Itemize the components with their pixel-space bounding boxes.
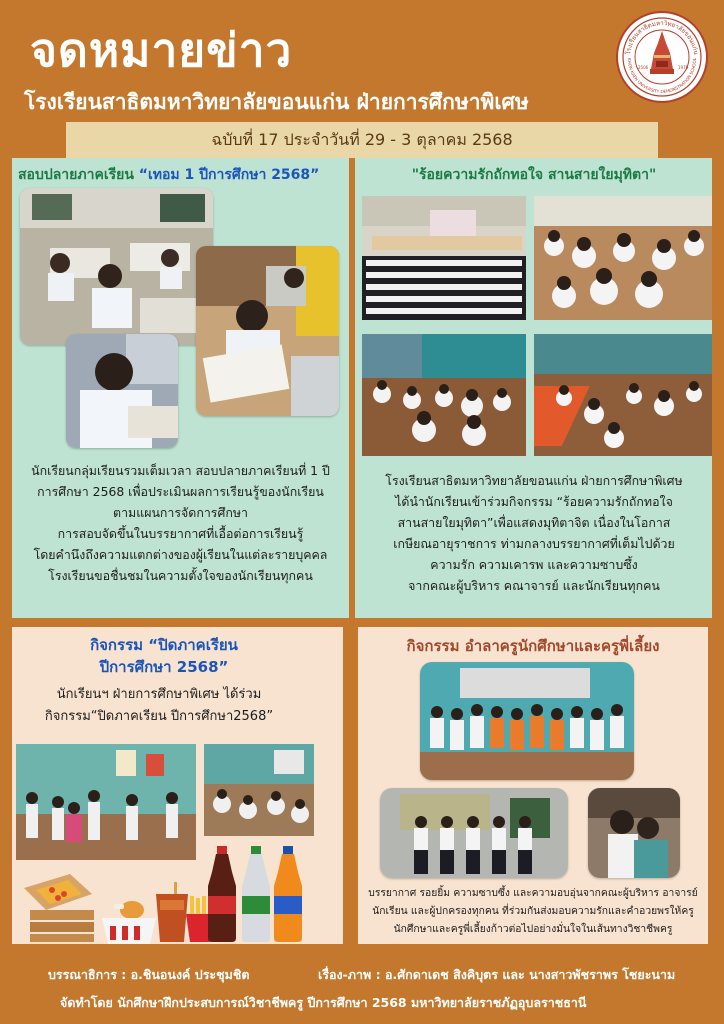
farewell-photo-group <box>420 662 634 780</box>
logo-text-top: โรงเรียนสาธิตมหาวิทยาลัยขอนแก่น <box>625 19 699 56</box>
exam-photo-student-writing <box>196 246 339 416</box>
exam-heading <box>18 164 319 186</box>
exam-heading-quote: “เทอม 1 ปีการศึกษา 2568” <box>138 167 320 183</box>
exam-photo-classroom <box>20 188 213 345</box>
farewell-line: นักศึกษาและครูพี่เลี้ยงก้าวต่อไปอย่างมั่นใจในเส้นทางวิชาชีพครู <box>393 923 673 935</box>
cola-bottle-icon <box>204 846 240 942</box>
tribute-line: ได้นำนักเรียนเข้าร่วมกิจกรรม “ร้อยความรักถักทอใจ <box>395 494 673 509</box>
issue-ribbon: ฉบับที่ 17 ประจำวันที่ 29 - 3 ตุลาคม 2568 <box>66 122 658 158</box>
closing-photo-group-seated <box>204 744 314 836</box>
exam-line: นักเรียนกลุ่มเรียนรวมเต็มเวลา สอบปลายภาคเรียนที่ 1 ปี <box>31 463 330 478</box>
exam-line: ตามแผนการจัดการศึกษา <box>113 505 248 520</box>
exam-photo-closeup <box>66 334 178 448</box>
tribute-line: จากคณะผู้บริหาร คณาจารย์ และนักเรียนทุกคน <box>408 578 660 593</box>
tribute-line: โรงเรียนสาธิตมหาวิทยาลัยขอนแก่น ฝ่ายการศึกษาพิเศษ <box>385 473 683 488</box>
farewell-trainee-description <box>360 884 706 938</box>
closing-heading-line1: กิจกรรม “ปิดภาคเรียน <box>90 636 238 654</box>
farewell-line: บรรยากาศ รอยยิ้ม ความซาบซึ้ง และความอบอุ่นจากคณะผู้บริหาร อาจารย์ <box>368 887 698 899</box>
logo-year-right: 1970 <box>678 65 689 70</box>
tribute-photo-students-seated <box>534 196 712 320</box>
tribute-heading: "ร้อยความรักถักทอใจ สานสายใยมุทิตา" <box>411 167 657 183</box>
school-subtitle: โรงเรียนสาธิตมหาวิทยาลัยขอนแก่น ฝ่ายการศึกษาพิเศษ <box>24 90 529 114</box>
exam-line: โรงเรียนขอชื่นชมในความตั้งใจของนักเรียนทุกคน <box>48 568 313 583</box>
exam-heading-prefix: สอบปลายภาคเรียน <box>18 167 139 183</box>
closing-line: นักเรียนฯ ฝ่ายการศึกษาพิเศษ ได้ร่วม <box>56 687 262 702</box>
school-logo-icon <box>616 11 708 103</box>
exam-line: การสอบจัดขึ้นในบรรยากาศที่เอื้อต่อการเรียนรู้ <box>57 526 304 541</box>
tribute-description <box>358 470 710 596</box>
tribute-line: ความรัก ความเคารพ และความซาบซึ้ง <box>430 557 638 572</box>
tribute-photo-stage <box>362 196 526 320</box>
logo-text-bottom: KHON KAEN UNIVERSITY DEMONSTRATION SCHOOL <box>626 58 698 95</box>
farewell-trainee-heading: กิจกรรม อำลาครูนักศึกษาและครูพี่เลี้ยง <box>406 637 660 655</box>
footer-producer: จัดทำโดย นักศึกษาฝึกประสบการณ์วิชาชีพครู ปีการศึกษา 2568 มหาวิทยาลัยราชภัฏอุบลราชธานี <box>60 995 587 1010</box>
exam-description <box>14 460 347 586</box>
footer-editor: บรรณาธิการ : อ.ชินอนงค์ ประชุมชิต <box>48 967 250 982</box>
farewell-photo-teachers <box>380 788 568 878</box>
tribute-line: เกษียณอายุราชการ ท่ามกลางบรรยากาศที่เต็มไปด้วย <box>393 536 675 551</box>
newsletter-title: จดหมายข่าว <box>30 23 293 77</box>
closing-heading <box>14 634 314 678</box>
pizza-box-icon <box>20 864 96 942</box>
closing-line: กิจกรรม“ปิดภาคเรียน ปีการศึกษา2568” <box>44 709 274 724</box>
orange-soda-bottle-icon <box>268 846 308 942</box>
farewell-line: นักเรียน และผู้ปกครองทุกคน ที่ร่วมกันส่งมอบความรักและคำอวยพรให้ครู <box>372 905 694 917</box>
closing-photo-circle-game <box>16 744 196 860</box>
logo-year-left: 2506 <box>638 65 649 70</box>
exam-line: โดยคำนึงถึงความแตกต่างของผู้เรียนในแต่ละรายบุคคล <box>33 547 328 562</box>
exam-line: การศึกษา 2568 เพื่อประเมินผลการเรียนรู้ของนักเรียน <box>37 484 324 499</box>
closing-description <box>14 684 304 728</box>
tribute-photo-hall-right <box>534 334 712 456</box>
closing-heading-line2: ปีการศึกษา 2568” <box>99 658 229 676</box>
tribute-photo-hall-left <box>362 334 526 456</box>
chicken-bucket-icon <box>96 896 160 944</box>
footer-story-photo: เรื่อง-ภาพ : อ.ศักดาเดช สิงคิบุตร และ นางสาวพัชราพร โชยะนาม <box>318 967 676 982</box>
farewell-photo-hug <box>588 788 680 878</box>
tribute-line: สานสายใยมุทิตา”เพื่อแสดงมุทิตาจิต เนื่องในโอกาส <box>397 515 671 530</box>
